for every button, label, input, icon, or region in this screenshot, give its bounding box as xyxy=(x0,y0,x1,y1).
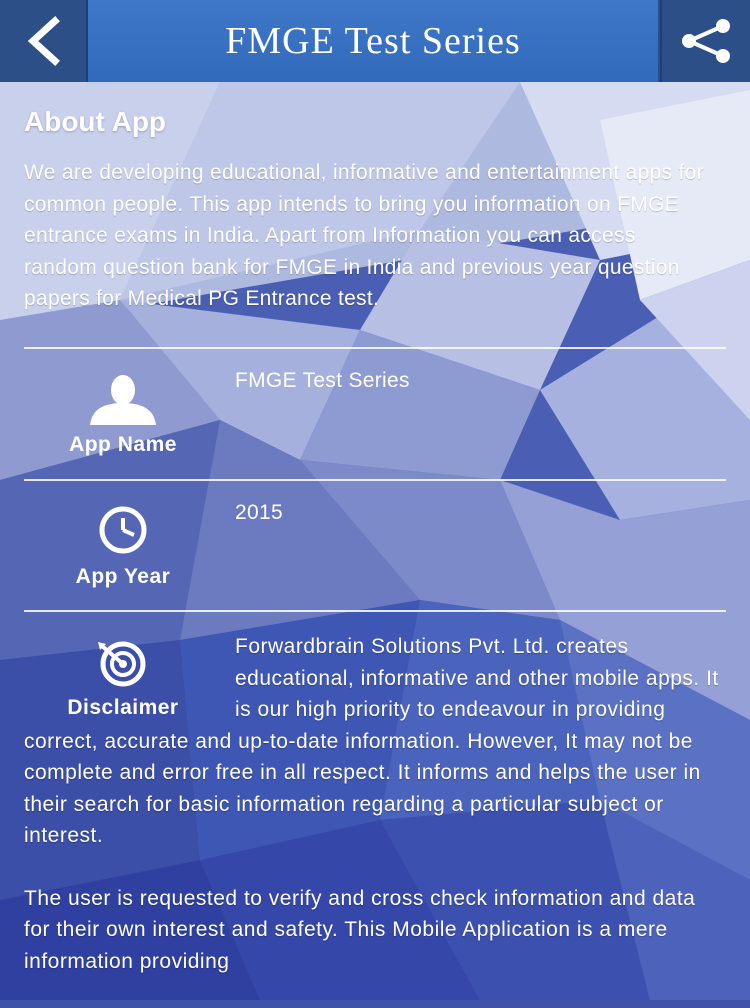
disclaimer-paragraph: The user is requested to verify and cross check information and data for their own interest and safety. This Mobile Application is a mere information providing xyxy=(24,886,696,973)
about-description: We are developing educational, informative and entertainment apps for common people. This app intends to bring you information on FMGE entrance exams in India. Apart from Information you can access random question bank for FMGE in India and previous year question papers for Medical PG Entrance test. xyxy=(24,161,704,310)
chevron-left-icon xyxy=(23,16,63,66)
divider xyxy=(24,610,726,612)
app-year-label: App Year xyxy=(75,565,171,588)
app-header xyxy=(0,0,750,82)
title-bar xyxy=(88,0,658,82)
app-name-row xyxy=(24,349,726,479)
app-year-icon-wrap xyxy=(24,505,222,560)
share-icon xyxy=(679,18,735,64)
disclaimer-text xyxy=(24,631,726,1008)
app-year-row xyxy=(24,481,726,611)
disclaimer-paragraph: Forwardbrain Solutions Pvt. Ltd. creates educational, informative and other mobile apps. It is our high priority to endeavour in providing correct, accurate and up-to-date information. However, It may not be complete and error free in all respect. It informs and helps the user in their search for basic information regarding a particular subject or interest. xyxy=(24,635,719,847)
clock-icon xyxy=(93,505,153,555)
app-name-label: App Name xyxy=(69,433,177,456)
back-button[interactable] xyxy=(0,0,88,82)
app-name-value: FMGE Test Series xyxy=(235,369,410,392)
page-title: FMGE Test Series xyxy=(225,20,521,62)
person-icon xyxy=(88,373,158,425)
about-heading: About App xyxy=(24,106,167,137)
app-name-icon-wrap xyxy=(24,373,222,430)
content-area xyxy=(0,82,750,1000)
disclaimer-label: Disclaimer xyxy=(67,696,179,719)
app-year-value: 2015 xyxy=(235,501,283,524)
share-button[interactable] xyxy=(660,0,750,82)
